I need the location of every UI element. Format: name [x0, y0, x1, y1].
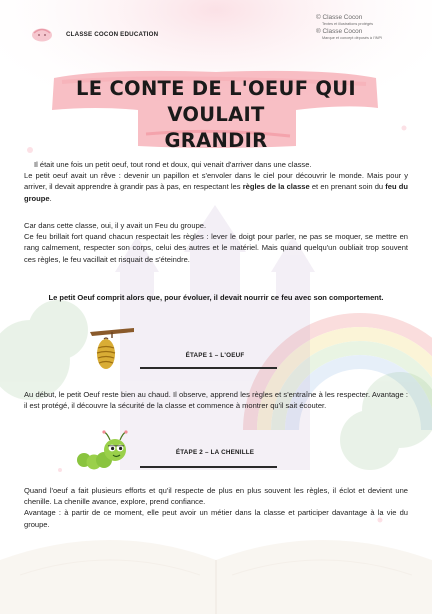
title-line-1: LE CONTE DE L'OEUF QUI VOULAIT	[76, 77, 356, 126]
stage-2-text: Quand l'oeuf a fait plusieurs efforts et qu'il respecte de plus en plus souvent les règles, il éclot et devient une chenille. La chenille avance, explore, prend confiance.	[24, 486, 408, 507]
stage-2-paragraph	[24, 485, 408, 530]
fire-description: Ce feu brillait fort quand chacun respectait les règles : lever le doigt pour parler, ne pas se moquer, se mettre en rang calmement, respecter son corps, celui des autres et le matériel. Mais quand quelqu'un oubliait trop souvent ces règles, le feu vacillait et risquait de s'éteindre.	[24, 232, 408, 264]
copyright-subline: Textes et illustrations protégés	[322, 22, 374, 26]
intro-connector: et en prenant soin du	[309, 182, 386, 192]
caterpillar-illustration	[74, 428, 130, 472]
group-fire-emphasis: feu du groupe	[24, 182, 408, 203]
stage-2-divider	[140, 466, 277, 468]
intro-paragraph	[24, 159, 408, 204]
stage-1-title: ÉTAPE 1 – L'OEUF	[185, 352, 245, 359]
rules-emphasis: règles de la classe	[242, 182, 310, 192]
intro-line: Il était une fois un petit oeuf, tout rond et doux, qui venait d'arriver dans une classe.	[34, 160, 312, 169]
copyright-line: © Classe Cocon	[316, 14, 363, 21]
copyright-notice	[316, 14, 416, 41]
stage-2-title: ÉTAPE 2 – LA CHENILLE	[175, 449, 255, 456]
fire-intro: Car dans cette classe, oui, il y avait un Feu du groupe.	[24, 221, 207, 230]
intro-text	[24, 170, 408, 204]
cocoon-illustration	[86, 322, 138, 372]
stage-1-paragraph: Au début, le petit Oeuf reste bien au chaud. Il observe, apprend les règles et s'entraîne à les respecter. Avantage : il est protégé, il découvre la sécurité de la classe et commence à montrer qu'il sait écouter.	[24, 390, 408, 411]
page-title	[40, 76, 392, 154]
intro-sentence: Le petit oeuf avait un rêve : devenir un papillon et s'envoler dans le ciel pour découvrir le monde. Mais pour y arriver, il devait apprendre à grandir pas à pas, en respectant les	[24, 171, 408, 192]
stage-2-advantage: Avantage : à partir de ce moment, elle peut avoir un métier dans la classe et participer davantage à la vie du groupe.	[24, 508, 408, 529]
moral-statement: Le petit Oeuf comprit alors que, pour évoluer, il devait nourrir ce feu avec son comportement.	[48, 293, 384, 302]
title-line-2: GRANDIR	[164, 129, 268, 152]
brand-name: CLASSE COCON EDUCATION	[66, 31, 159, 38]
cocoon-logo-icon	[30, 24, 54, 44]
intro-end: .	[49, 193, 52, 203]
trademark-subline: Marque et concept déposés à l'INPI	[322, 36, 383, 40]
fire-paragraph	[24, 220, 408, 265]
trademark-line: ® Classe Cocon	[316, 28, 363, 35]
stage-1-divider	[140, 367, 277, 369]
